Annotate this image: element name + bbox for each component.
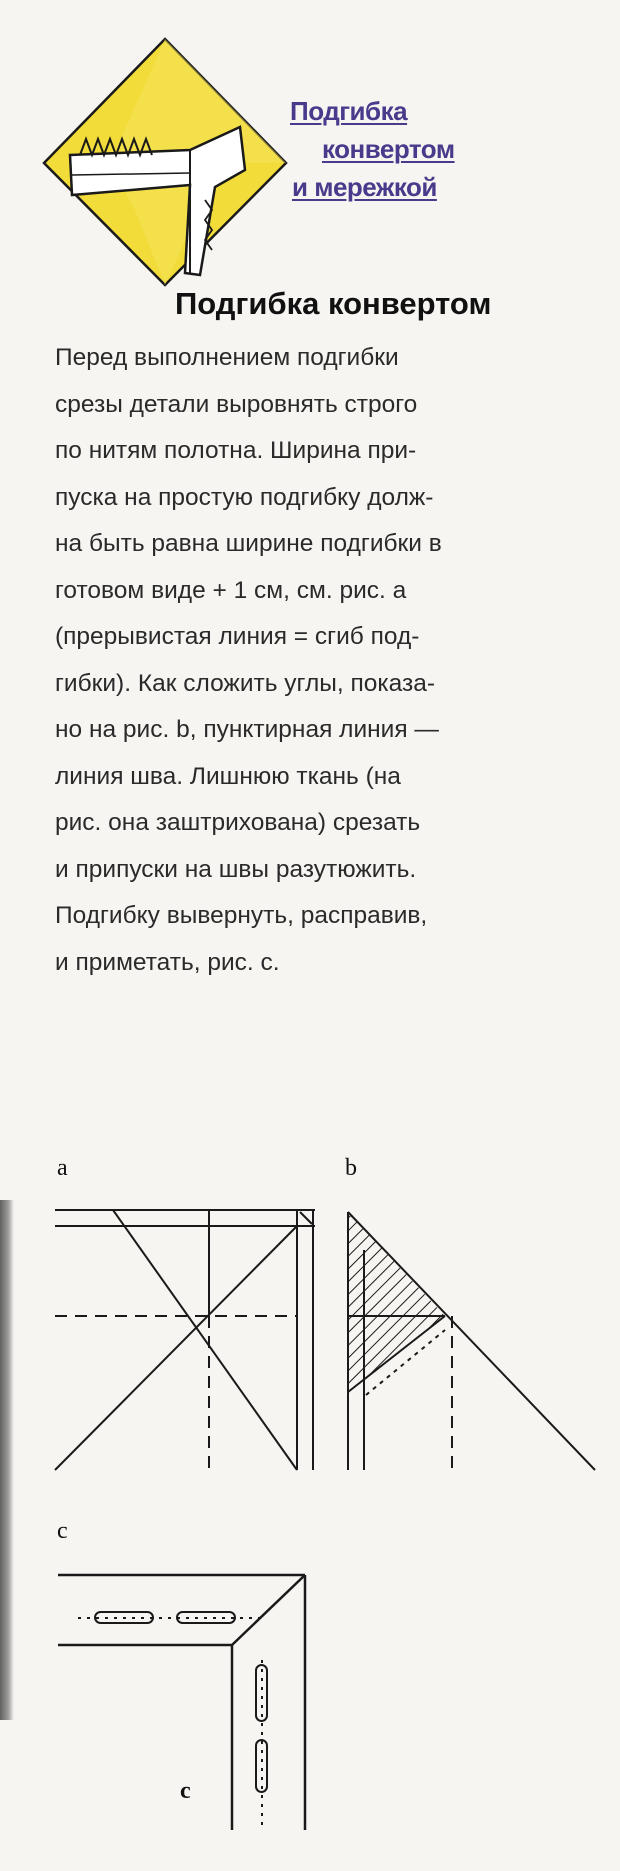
figure-a-label: a <box>57 1155 68 1181</box>
body-line: но на рис. b, пунктирная линия — <box>55 716 439 743</box>
body-line: пуска на простую подгибку долж- <box>55 483 434 511</box>
body-line: готовом виде + 1 см, см. рис. а <box>55 576 407 604</box>
body-line: Перед выполнением подгибки <box>55 344 399 371</box>
body-line: срезы детали выровнять строго <box>55 390 418 418</box>
body-line: по нитям полотна. Ширина при- <box>55 437 417 464</box>
body-line: гибки). Как сложить углы, показа- <box>55 669 435 697</box>
figure-c-inner-label: c <box>180 1778 191 1804</box>
body-line: Подгибку вывернуть, расправив, <box>55 902 428 929</box>
body-line: и приметать, рис. с. <box>55 948 280 976</box>
title-line-3: и мережкой <box>292 172 437 202</box>
body-line: и припуски на швы разутюжить. <box>55 855 417 883</box>
body-line: рис. она заштрихована) срезать <box>55 809 421 836</box>
title-line-2: конвертом <box>322 134 455 164</box>
body-line: линия шва. Лишнюю ткань (на <box>55 762 401 790</box>
figure-c-label: c <box>57 1518 68 1544</box>
article-heading: Подгибка конвертом <box>175 286 492 321</box>
title-line-1: Подгибка <box>290 96 408 126</box>
figure-b-label: b <box>345 1155 357 1181</box>
body-line: (прерывистая линия = сгиб под- <box>55 623 420 650</box>
body-line: на быть равна ширине подгибки в <box>55 530 442 557</box>
